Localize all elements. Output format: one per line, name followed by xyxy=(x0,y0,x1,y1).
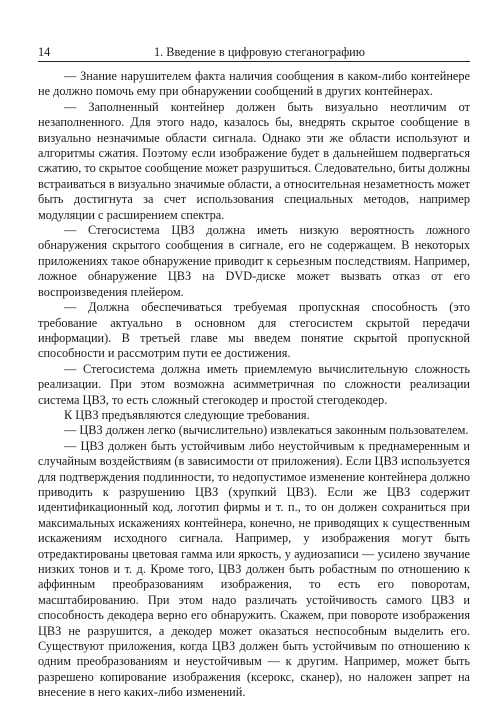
page-number: 14 xyxy=(38,45,51,59)
paragraph: — Стегосистема ЦВЗ должна иметь низкую вероятность ложного обнаружения скрытого сообщения в сигнале, его не содержащем. В некоторых приложениях такое обнаружение приводит к серьезным последствиям. Например, ложное обнаружение ЦВЗ на DVD-диске может вызвать отказ от его воспроизведения плейером. xyxy=(38,223,470,299)
running-title: 1. Введение в цифровую стеганографию xyxy=(154,45,365,59)
paragraph: — Должна обеспечиваться требуемая пропускная способность (это требование актуально в основном для стегосистем скрытой передачи информации). В третьей главе мы введем понятие скрытой пропускной способности и рассмотрим пути ее достижения. xyxy=(38,300,470,361)
paragraph: — ЦВЗ должен легко (вычислительно) извлекаться законным пользователем. xyxy=(64,423,469,438)
paragraph: — Знание нарушителем факта наличия сообщения в каком-либо контейнере не должно помочь ему при обнаружении сообщений в других контейнерах. xyxy=(38,69,470,99)
body-text xyxy=(38,69,470,701)
paragraph: — Заполненный контейнер должен быть визуально неотличим от незаполненного. Для этого надо, казалось бы, внедрять скрытое сообщение в визуально незначимые области сигнала. Однако эти же области используют и алгоритмы сжатия. Поэтому если изображение будет в дальнейшем подвергаться сжатию, то скрытое сообщение может разрушиться. Следовательно, биты должны встраиваться в визуально значимые области, а относительная незаметность может быть достигнута за счет использования специальных методов, например модуляции с расширением спектра. xyxy=(38,99,470,222)
paragraph: — Стегосистема должна иметь приемлемую вычислительную сложность реализации. При этом возможна асимметричная по сложности реализации система ЦВЗ, то есть сложный стегокодер и простой стегодекодер. xyxy=(38,361,470,407)
running-header xyxy=(38,43,470,62)
paragraph: — ЦВЗ должен быть устойчивым либо неустойчивым к преднамеренным и случайным воздействиям (в зависимости от приложения). Если ЦВЗ используется для подтверждения подлинности, то недопустимое изменение контейнера должно приводить к разрушению ЦВЗ (хрупкий ЦВЗ). Если же ЦВЗ содержит идентификационный код, логотип фирмы и т. п., то он должен сохраниться при максимальных искажениях контейнера, конечно, не приводящих к существенным искажениям исходного сигнала. Например, у изображения могут быть отредактированы цветовая гамма или яркость, у аудиозаписи — усилено звучание низких тонов и т. д. Кроме того, ЦВЗ должен быть робастным по отношению к аффинным преобразованиям изображения, то есть его поворотам, масштабированию. При этом надо различать устойчивость самого ЦВЗ и способность декодера верно его обнаружить. Скажем, при повороте изображения ЦВЗ не разрушится, а декодер может оказаться неспособным выделить его. Существуют приложения, когда ЦВЗ должен быть устойчивым по отношению к одним преобразованиям и неустойчивым — к другим. Например, может быть разрешено копирование изображения (ксерокс, сканер), но наложен запрет на внесение в него каких-либо изменений. xyxy=(38,438,470,700)
paragraph: К ЦВЗ предъявляются следующие требования. xyxy=(64,407,310,422)
